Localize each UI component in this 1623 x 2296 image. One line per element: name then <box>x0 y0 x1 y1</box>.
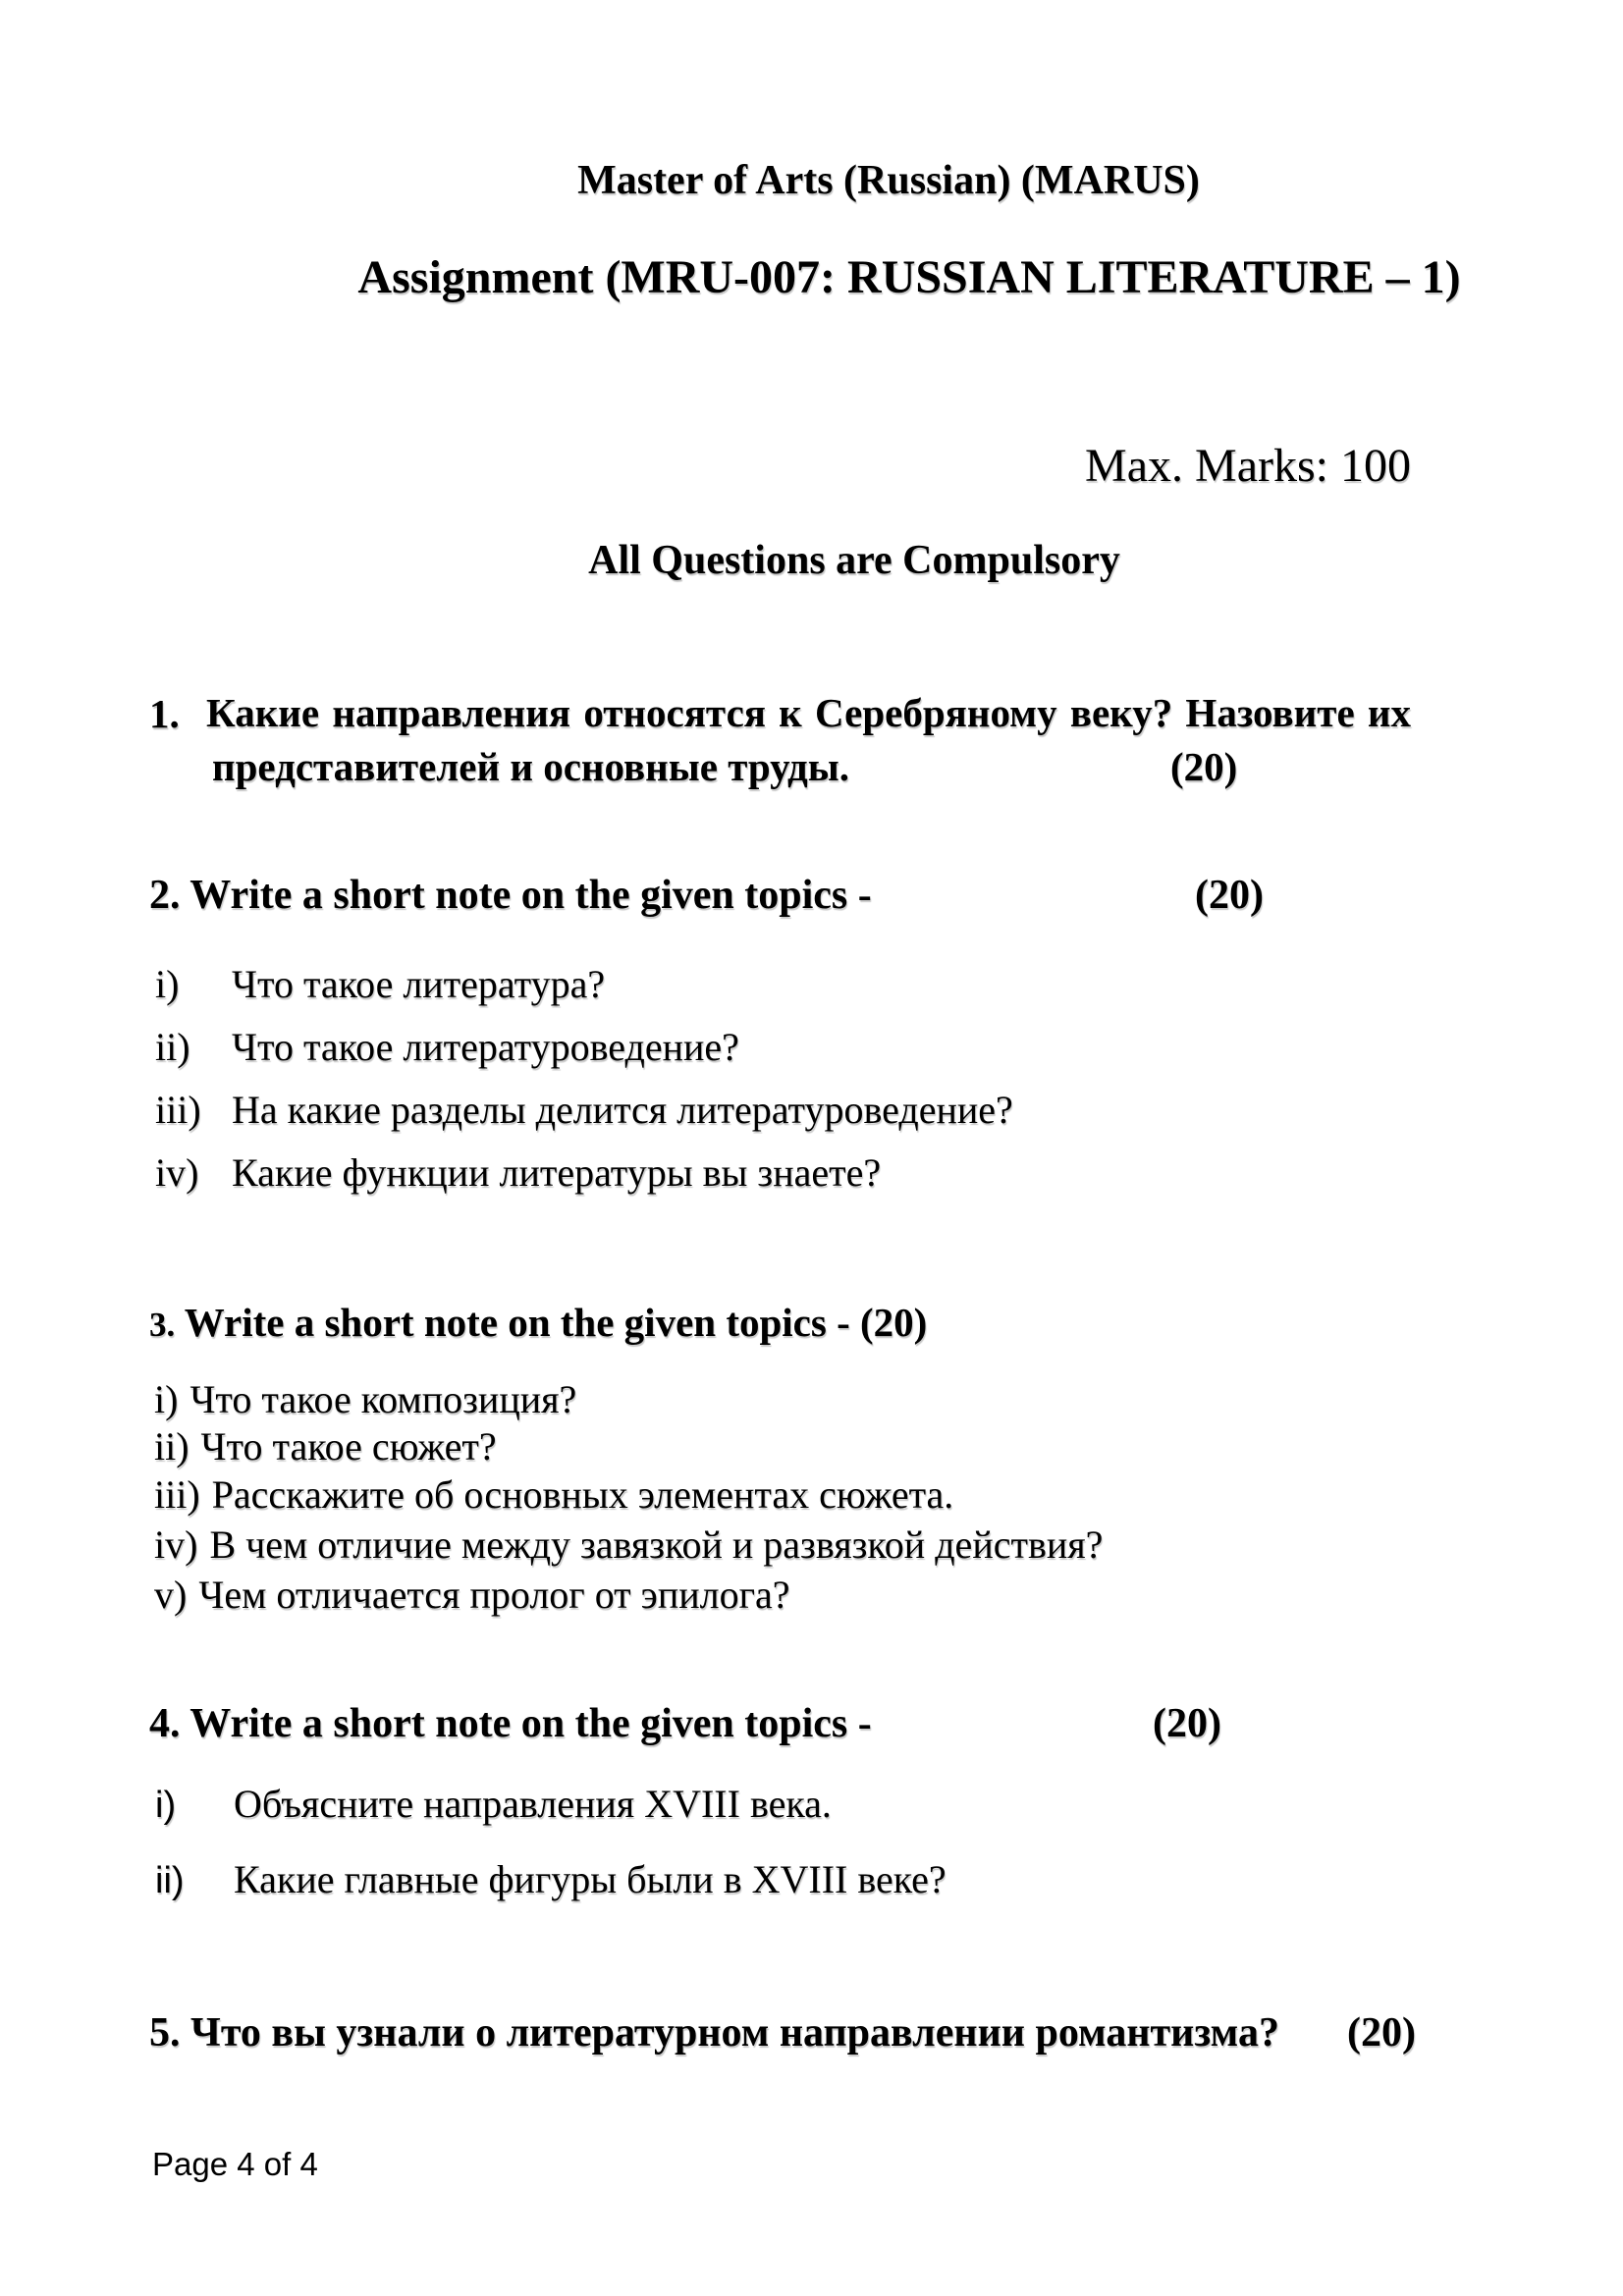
item-marker: i) <box>155 1785 177 1826</box>
item-marker: iii) <box>154 1472 200 1517</box>
question-2-heading <box>149 872 1411 919</box>
question-5-marks: (20) <box>1347 2010 1416 2056</box>
question-2-item-i <box>155 961 605 1007</box>
question-4-heading <box>149 1700 1411 1747</box>
item-text: Какие главные фигуры были в XVIII веке? <box>234 1857 947 1901</box>
item-text: Что такое литературоведение? <box>232 1025 739 1069</box>
compulsory-instruction: All Questions are Compulsory <box>588 538 1120 583</box>
question-4-item-i <box>155 1781 832 1827</box>
item-text: Что такое сюжет? <box>200 1424 497 1468</box>
assignment-title: Assignment (MRU-007: RUSSIAN LITERATURE – 1) <box>357 251 1461 303</box>
item-text: Чем отличается пролог от эпилога? <box>198 1573 790 1617</box>
question-1-marks: (20) <box>1170 744 1238 789</box>
question-4-marks: (20) <box>1153 1701 1221 1746</box>
page-number-footer: Page 4 of 4 <box>152 2146 318 2182</box>
item-marker: v) <box>154 1573 188 1617</box>
question-3-heading <box>149 1299 927 1346</box>
question-2-marks: (20) <box>1195 873 1264 918</box>
question-2-heading-text: 2. Write a short note on the given topics - <box>149 873 872 918</box>
item-text: Что такое литература? <box>232 962 606 1006</box>
question-1-text-line2 <box>212 743 1411 790</box>
item-marker: ii) <box>155 1860 185 1901</box>
question-3-item-ii <box>154 1423 497 1469</box>
question-3-heading-text: Write a short note on the given topics - <box>184 1300 850 1345</box>
question-1-text-line1: Какие направления относятся к Серебряному веку? Назовите их <box>206 690 1411 735</box>
item-text: Объясните направления XVIII века. <box>234 1782 832 1826</box>
item-marker: ii) <box>155 1025 190 1069</box>
question-1-line2-text: представителей и основные труды. <box>212 744 850 789</box>
program-title: Master of Arts (Russian) (MARUS) <box>577 158 1200 203</box>
item-marker: iii) <box>155 1088 201 1132</box>
question-2-item-iii <box>155 1087 1013 1133</box>
question-2-item-ii <box>155 1024 739 1070</box>
item-text: На какие разделы делится литературоведение? <box>232 1088 1013 1132</box>
item-marker: iv) <box>155 1150 199 1195</box>
question-3-item-iii <box>154 1471 953 1518</box>
question-1-number: 1. <box>149 691 180 736</box>
question-3-item-iv <box>154 1522 1103 1568</box>
question-3-number: 3. <box>149 1306 176 1344</box>
item-text: Расскажите об основных элементах сюжета. <box>211 1472 954 1517</box>
item-marker: i) <box>154 1377 179 1421</box>
item-marker: ii) <box>154 1424 189 1468</box>
question-2-item-iv <box>155 1149 881 1196</box>
item-text: Что такое композиция? <box>189 1377 577 1421</box>
question-3-marks: (20) <box>859 1300 928 1345</box>
question-4-item-ii <box>155 1856 947 1902</box>
item-marker: i) <box>155 962 180 1006</box>
question-5-text: 5. Что вы узнали о литературном направлении романтизма? <box>149 2010 1279 2056</box>
item-text: Какие функции литературы вы знаете? <box>232 1150 882 1195</box>
question-3-item-v <box>154 1572 790 1618</box>
question-5 <box>149 2009 1416 2056</box>
item-marker: iv) <box>154 1522 198 1567</box>
question-4-heading-text: 4. Write a short note on the given topics - <box>149 1701 872 1746</box>
max-marks-label: Max. Marks: 100 <box>1085 440 1411 492</box>
question-3-item-i <box>154 1376 576 1422</box>
item-text: В чем отличие между завязкой и развязкой действия? <box>209 1522 1104 1567</box>
